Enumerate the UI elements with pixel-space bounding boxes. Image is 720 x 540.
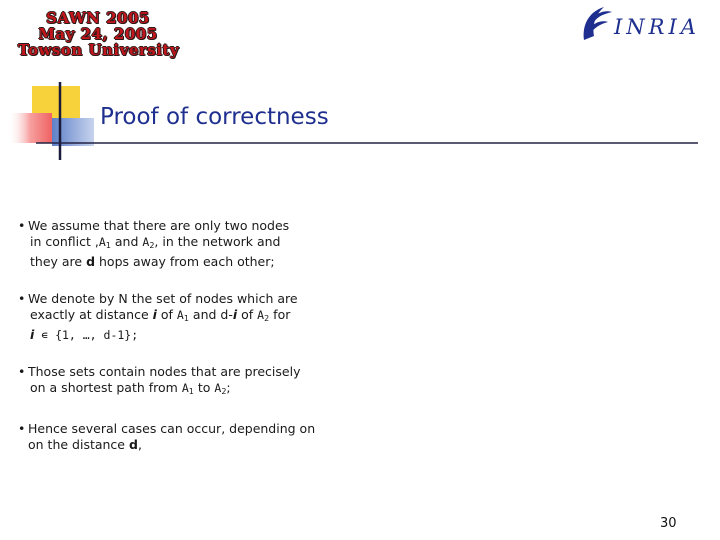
bullet-text: hops away from each other;: [95, 254, 275, 269]
node-label: A: [98, 235, 106, 249]
bullet-symbol: •: [18, 218, 26, 233]
bullet-text: in conflict ,: [30, 234, 99, 249]
bullet-text: to: [193, 380, 215, 395]
bullet-text: and d-: [188, 307, 233, 322]
bullet-item: [20, 364, 340, 400]
bullet-item: [20, 421, 340, 453]
node-subscript: 2: [221, 387, 227, 396]
page-number: 30: [660, 516, 677, 531]
index-variable: i: [30, 327, 35, 342]
index-variable: i: [152, 307, 157, 322]
inria-logo: [578, 4, 708, 44]
index-variable: i: [232, 307, 238, 322]
node-label: A: [142, 235, 150, 249]
bullet-text: We assume that there are only two nodes: [28, 218, 290, 233]
conference-date: May 24, 2005: [38, 25, 158, 43]
slide-title: Proof of correctness: [100, 104, 329, 130]
bullet-symbol: •: [18, 364, 26, 379]
conference-badge: [18, 10, 178, 58]
bullet-text: of: [237, 307, 258, 322]
inria-bird-logo-icon: [584, 7, 612, 40]
node-label: A: [176, 308, 184, 322]
bullet-text: Hence several cases can occur, depending on: [28, 421, 316, 436]
distance-variable: d: [128, 437, 138, 452]
node-subscript: 2: [264, 314, 270, 323]
bullet-text: of: [156, 307, 177, 322]
bullet-text: Those sets contain nodes that are precisely: [28, 364, 301, 379]
distance-variable: d: [86, 254, 96, 269]
bullet-text: and: [110, 234, 143, 249]
bullet-text: , in the network and: [154, 234, 281, 249]
bullet-item: [20, 218, 340, 270]
node-subscript: 1: [105, 241, 111, 250]
bullet-text: We denote by N: [28, 291, 128, 306]
index-range: ∊ {1, …, d-1};: [34, 328, 139, 342]
bullet-text: on a shortest path from: [30, 380, 182, 395]
node-label: A: [181, 381, 189, 395]
bullet-text: on the distance: [28, 437, 129, 452]
bullet-text: they are: [30, 254, 87, 269]
deco-pink-block: [8, 113, 52, 143]
conference-name: SAWN 2005: [46, 9, 150, 27]
bullet-text: for: [269, 307, 291, 322]
deco-yellow-square: [32, 86, 80, 134]
node-subscript: 1: [183, 314, 189, 323]
bullet-text: ,: [137, 437, 142, 452]
logo-text: INRIA: [614, 15, 700, 39]
bullet-text: ;: [226, 380, 231, 395]
node-subscript: 2: [149, 241, 155, 250]
node-label: A: [214, 381, 222, 395]
deco-blue-block: [52, 118, 94, 146]
bullet-text: exactly at distance: [30, 307, 153, 322]
bullet-text: the set of nodes which are: [127, 291, 298, 306]
bullet-symbol: •: [18, 421, 26, 436]
node-subscript: 1: [188, 387, 194, 396]
bullet-item: [20, 291, 340, 343]
bullet-list: [20, 218, 340, 474]
bullet-symbol: •: [18, 291, 26, 306]
node-label: A: [257, 308, 265, 322]
conference-venue: Towson University: [18, 41, 180, 59]
